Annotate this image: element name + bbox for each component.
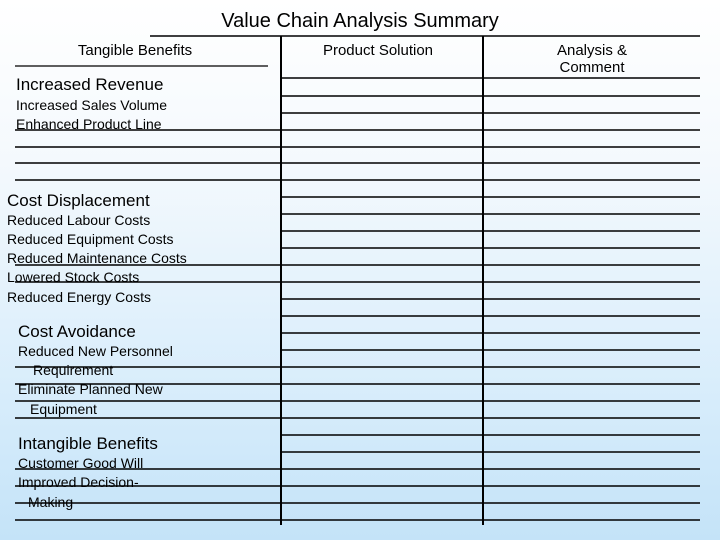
- list-item: Requirement: [33, 362, 114, 378]
- list-item: Eliminate Planned New: [18, 381, 163, 397]
- list-item: Equipment: [30, 401, 97, 417]
- section-heading-cost-avoidance: Cost Avoidance: [18, 322, 136, 341]
- page-title: Value Chain Analysis Summary: [221, 10, 499, 32]
- list-item: Reduced New Personnel: [18, 343, 173, 359]
- column-header-tangible-benefits: Tangible Benefits: [77, 42, 193, 59]
- list-item: Reduced Maintenance Costs: [7, 250, 187, 266]
- list-item: Enhanced Product Line: [16, 116, 162, 132]
- list-item: Improved Decision-: [18, 474, 139, 490]
- list-item: Customer Good Will: [18, 455, 144, 471]
- list-item: Making: [28, 494, 74, 510]
- column-header-product-solution: Product Solution: [322, 42, 434, 59]
- list-item: Reduced Labour Costs: [7, 212, 151, 228]
- section-heading-increased-revenue: Increased Revenue: [16, 75, 164, 94]
- list-item: Lowered Stock Costs: [7, 269, 140, 285]
- list-item: Increased Sales Volume: [16, 97, 167, 113]
- list-item: Reduced Energy Costs: [7, 289, 151, 305]
- section-heading-cost-displacement: Cost Displacement: [7, 191, 150, 210]
- section-heading-intangible-benefits: Intangible Benefits: [18, 434, 158, 453]
- list-item: Reduced Equipment Costs: [7, 231, 174, 247]
- column-header-analysis-comment: Analysis & Comment: [556, 42, 628, 76]
